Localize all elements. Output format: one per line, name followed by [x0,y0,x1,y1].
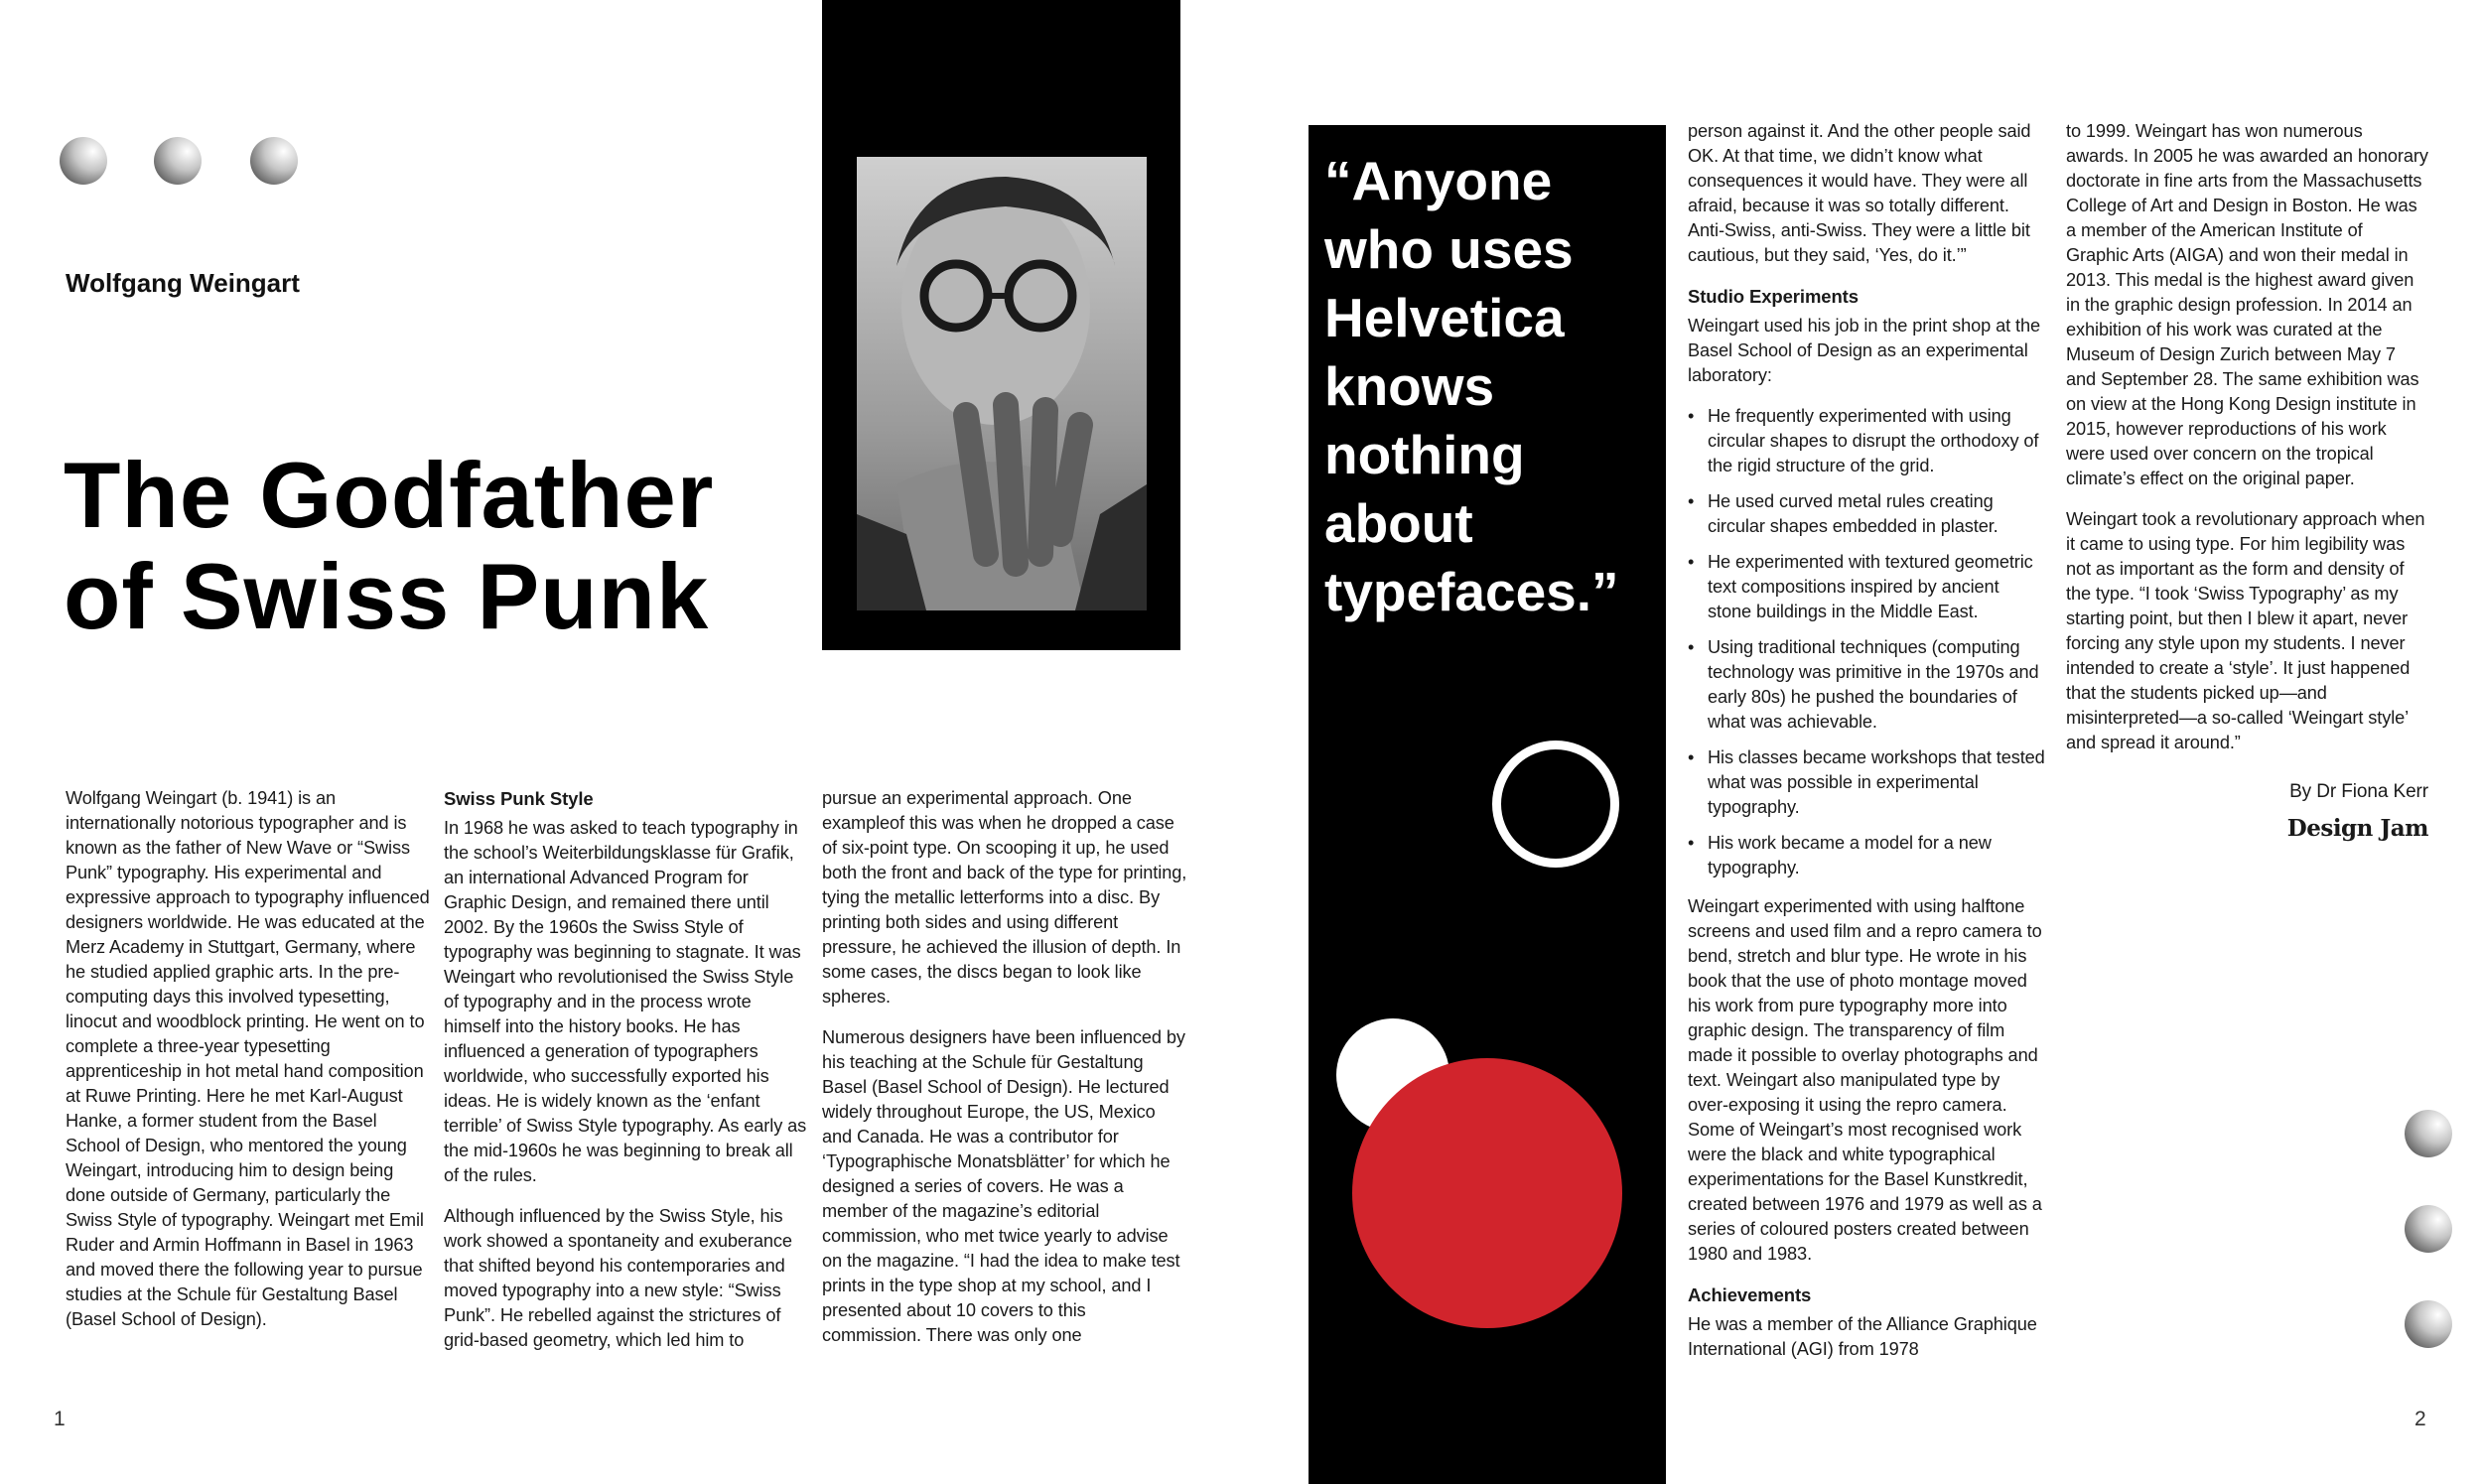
list-item: • His classes became workshops that tested what was possible in experimental typography. [1688,745,2045,820]
brand-logo: Design Jam [2286,815,2428,842]
list-item: • Using traditional techniques (computing technology was primitive in the 1970s and early 80s) he pushed the boundaries of what was achievable. [1688,635,2045,735]
page-number-left: 1 [54,1408,66,1430]
swiss-punk-paragraph-2: Although influenced by the Swiss Style, his work showed a spontaneity and exuberance that shifted beyond his contemporaries and moved typography into a new style: “Swiss Punk”. He rebelled against the strictures of grid-based geometry, which led him to [444,1206,792,1350]
studio-experiments-heading: Studio Experiments [1688,286,1859,307]
experiments-list [1688,404,2045,880]
left-column-3 [822,786,1189,1364]
achievements-paragraph: He was a member of the Alliance Graphique International (AGI) from 1978 [1688,1314,2037,1359]
page-number-right: 2 [2414,1408,2426,1430]
title-line-1: The Godfather [64,443,715,547]
ring-icon [1492,741,1619,868]
experimental-paragraph: pursue an experimental approach. One exampleof this was when he dropped a case of six-point type. On scooping it up, he used both the front and back of the type for printing, tying the metallic letterforms into a disc. By printing both sides and using different pressure, he achieved the illusion of depth. In some cases, the discs began to look like spheres. [822,788,1187,1007]
halftone-sphere-icon [250,137,298,185]
byline: By Dr Fiona Kerr [2289,781,2428,802]
quote-panel [1309,125,1666,1484]
swiss-punk-heading: Swiss Punk Style [444,788,594,809]
achievements-heading: Achievements [1688,1284,1812,1305]
halftone-sphere-icon [2405,1110,2452,1157]
halftone-paragraph: Weingart experimented with using halftone screens and used film and a repro camera to bend, stretch and blur type. He wrote in his book that the use of photo montage moved his work from pure typography more into graphic design. The transparency of film made it possible to overlay photographs and text. Weingart also manipulated type by over-exposing it using the repro camera. Some of Weingart’s most recognised work were the black and white typographical experimentations for the Basel Kunstkredit, created between 1976 and 1979 as well as a series of coloured posters created between 1980 and 1983. [1688,896,2042,1264]
revolutionary-paragraph: Weingart took a revolutionary approach when it came to using type. For him legibility was not as important as the form and density of the type. “I took ‘Swiss Typography’ as my starting point, but then I blew it apart, never forcing any style upon my students. I never intended to create a ‘style’. It just happened that the students picked up—and misinterpreted—a so-called ‘Weingart style’ and spread it around.” [2066,509,2425,752]
list-item: • His work became a model for a new typography. [1688,831,2045,880]
studio-intro-paragraph: Weingart used his job in the print shop at the Basel School of Design as an experimental laboratory: [1688,316,2040,385]
halftone-sphere-icon [2405,1205,2452,1253]
right-column-2 [2066,119,2428,841]
list-item: • He frequently experimented with using circular shapes to disrupt the orthodoxy of the rigid structure of the grid. [1688,404,2045,478]
swiss-punk-paragraph-1: In 1968 he was asked to teach typography in the school’s Weiterbildungsklasse für Grafik, an international Advanced Program for Graphic Design, and remained there until 2002. By the 1960s the Swiss Style of typography was beginning to stagnate. It was Weingart who revolutionised the Swiss Style of typography and in the process wrote himself into the history books. He has influenced a generation of typographers worldwide, who successfully exported his ideas. He is widely known as the ‘enfant terrible’ of Swiss Style typography. As early as the mid-1960s he was beginning to break all of the rules. [444,818,807,1185]
halftone-sphere-icon [2405,1300,2452,1348]
halftone-sphere-icon [154,137,202,185]
intro-paragraph: Wolfgang Weingart (b. 1941) is an internationally notorious typographer and is known as the father of New Wave or “Swiss Punk” typography. His experimental and expressive approach to typography influenced designers worldwide. He was educated at the Merz Academy in Stuttgart, Germany, where he studied applied graphic arts. In the pre-computing days this involved typesetting, linocut and woodblock printing. He went on to complete a three-year typesetting apprenticeship in hot metal hand composition at Ruwe Printing. Here he met Karl-August Hanke, a former student from the Basel School of Design, who mentored the young Weingart, introducing him to design being done outside of Germany, particularly the Swiss Style of typography. Weingart met Emil Ruder and Armin Hoffmann in Basel in 1963 and moved there the following year to pursue studies at the Schule für Gestaltung Basel (Basel School of Design). [66,788,430,1329]
portrait-photo [857,157,1147,610]
portrait-illustration [857,157,1147,610]
author-heading: Wolfgang Weingart [66,268,300,298]
red-circle-icon [1352,1058,1622,1328]
quote-continuation-paragraph: person against it. And the other people said OK. At that time, we didn’t know what consequences it would have. They were all afraid, because it was so totally different. Anti-Swiss, anti-Swiss. They were a little bit cautious, but they said, ‘Yes, do it.’” [1688,121,2031,265]
title-line-2: of Swiss Punk [64,544,710,648]
right-column-1 [1688,119,2045,1378]
pull-quote: “Anyone who uses Helvetica knows nothing about typefaces.” [1324,150,1619,622]
portrait-panel [822,0,1180,650]
page-title [64,445,714,647]
list-item: • He used curved metal rules creating circular shapes embedded in plaster. [1688,489,2045,539]
halftone-sphere-icon [60,137,107,185]
list-item: • He experimented with textured geometric text compositions inspired by ancient stone buildings in the Middle East. [1688,550,2045,624]
left-column-1 [66,786,433,1348]
influence-paragraph: Numerous designers have been influenced by his teaching at the Schule für Gestaltung Basel (Basel School of Design). He lectured widely throughout Europe, the US, Mexico and Canada. He was a contributor for ‘Typographische Monatsblätter’ for which he designed a series of covers. He was a member of the magazine’s editorial commission, who met twice yearly to advise on the magazine. “I had the idea to make test prints in the type shop at my school, and I presented about 10 covers to this commission. There was only one [822,1027,1185,1345]
left-column-2 [444,786,811,1369]
awards-paragraph: to 1999. Weingart has won numerous awards. In 2005 he was awarded an honorary doctorate in fine arts from the Massachusetts College of Art and Design in Boston. He was a member of the American Institute of Graphic Arts (AIGA) and won their medal in 2013. This medal is the highest award given in the graphic design profession. In 2014 an exhibition of his work was curated at the Museum of Design Zurich between May 7 and September 28. The same exhibition was on view at the Hong Kong Design institute in 2015, however reproductions of his work were used over concern on the tropical climate’s effect on the original paper. [2066,121,2428,488]
